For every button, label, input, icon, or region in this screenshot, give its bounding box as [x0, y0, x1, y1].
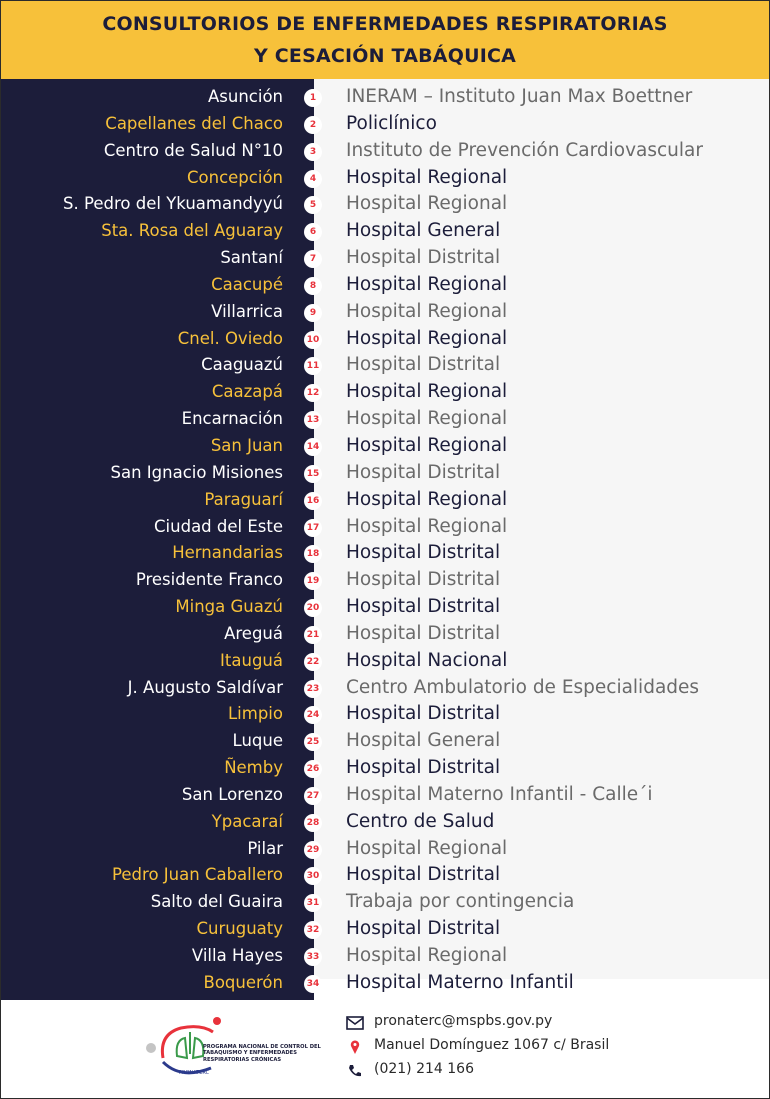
list-item: [1, 461, 769, 488]
list-item: [1, 676, 769, 703]
list-item: [1, 327, 769, 354]
email-link[interactable]: pronaterc@mspbs.gov.py: [374, 1013, 553, 1029]
city-name: Boquerón: [203, 972, 283, 992]
number-badge: 21: [304, 626, 322, 644]
city-name: Asunción: [207, 87, 283, 106]
city-name: Itauguá: [220, 650, 283, 670]
list-item: [1, 568, 769, 595]
number-badge: 29: [304, 841, 322, 859]
institution-name: Hospital General: [346, 730, 501, 752]
list-item: [1, 783, 769, 810]
city-name: Santaní: [220, 248, 283, 268]
institution-name: Centro de Salud: [346, 810, 495, 832]
city-name: Caaguazú: [201, 355, 283, 375]
city-name: Pedro Juan Caballero: [112, 865, 283, 885]
number-badge: 4: [304, 170, 322, 188]
institution-name: Hospital Regional: [346, 488, 508, 510]
city-name: Villarrica: [211, 301, 283, 321]
number-badge: 19: [304, 572, 322, 590]
institution-name: Hospital Regional: [346, 434, 508, 456]
city-name: Luque: [232, 731, 283, 751]
city-name: Minga Guazú: [175, 597, 283, 617]
list-item: [1, 353, 769, 380]
number-badge: 15: [304, 465, 322, 483]
number-badge: 30: [304, 867, 322, 885]
list-item: [1, 488, 769, 515]
list-item: [1, 273, 769, 300]
number-badge: 5: [304, 196, 322, 214]
institution-name: Hospital Regional: [346, 327, 508, 349]
number-badge: 3: [304, 143, 322, 161]
city-name: Capellanes del Chaco: [105, 113, 283, 133]
list-item: [1, 917, 769, 944]
institution-name: Hospital General: [346, 220, 501, 242]
number-badge: 17: [304, 519, 322, 537]
list-item: [1, 112, 769, 139]
list-item: [1, 515, 769, 542]
list-item: [1, 541, 769, 568]
institution-name: Hospital Distrital: [346, 354, 501, 376]
address-text: Manuel Domínguez 1067 c/ Brasil: [374, 1037, 610, 1053]
institution-name: Hospital Regional: [346, 381, 508, 403]
institution-name: Hospital Materno Infantil - Calle´i: [346, 783, 653, 805]
number-badge: 2: [304, 116, 322, 134]
list-item: [1, 192, 769, 219]
city-name: Pilar: [247, 838, 283, 858]
institution-name: Hospital Nacional: [346, 649, 508, 671]
city-name: San Juan: [210, 435, 283, 455]
city-name: J. Augusto Saldívar: [127, 677, 283, 697]
institution-name: Hospital Distrital: [346, 596, 501, 618]
city-name: Sta. Rosa del Aguaray: [101, 221, 283, 241]
number-badge: 14: [304, 438, 322, 456]
institution-name: Hospital Distrital: [346, 757, 501, 779]
list-item: [1, 380, 769, 407]
list-item: [1, 622, 769, 649]
institution-name: Instituto de Prevención Cardiovascular: [346, 139, 703, 161]
number-badge: 11: [304, 357, 322, 375]
city-name: Paraguarí: [204, 489, 283, 509]
number-badge: 16: [304, 492, 322, 510]
list-item: [1, 139, 769, 166]
list-item: [1, 756, 769, 783]
city-name: Hernandarias: [172, 543, 283, 563]
list-item: [1, 166, 769, 193]
list-item: [1, 407, 769, 434]
institution-name: Hospital Distrital: [346, 461, 501, 483]
logo-program-name: PROGRAMA NACIONAL DE CONTROL DEL TABAQUISMO Y ENFERMEDADES RESPIRATORIAS CRÓNICAS: [203, 1044, 321, 1063]
city-name: Caacupé: [211, 274, 283, 294]
number-badge: 12: [304, 384, 322, 402]
city-name: Ypacaraí: [211, 811, 283, 831]
city-name: San Ignacio Misiones: [110, 462, 283, 482]
institution-name: INERAM – Instituto Juan Max Boettner: [346, 86, 693, 107]
number-badge: 27: [304, 787, 322, 805]
institution-name: Hospital Distrital: [346, 569, 501, 591]
number-badge: 10: [304, 331, 322, 349]
phone-icon: [346, 1063, 364, 1079]
number-badge: 23: [304, 680, 322, 698]
number-badge: 18: [304, 545, 322, 563]
number-badge: 6: [304, 223, 322, 241]
number-badge: 24: [304, 706, 322, 724]
institution-name: Hospital Distrital: [346, 918, 501, 940]
city-name: Presidente Franco: [135, 570, 283, 590]
city-name: Ciudad del Este: [154, 516, 283, 536]
envelope-icon: [346, 1015, 364, 1031]
institution-name: Trabaja por contingencia: [346, 891, 575, 913]
list-item: [1, 300, 769, 327]
institution-name: Centro Ambulatorio de Especialidades: [346, 676, 700, 698]
city-name: Ñemby: [224, 758, 283, 778]
number-badge: 9: [304, 304, 322, 322]
institution-name: Hospital Distrital: [346, 622, 501, 644]
institution-name: Hospital Regional: [346, 193, 508, 215]
city-name: Concepción: [187, 167, 283, 187]
list-item: [1, 810, 769, 837]
institution-name: Hospital Regional: [346, 273, 508, 295]
number-badge: 20: [304, 599, 322, 617]
number-badge: 1: [304, 89, 322, 107]
number-badge: 13: [304, 411, 322, 429]
institution-name: Hospital Regional: [346, 408, 508, 430]
city-name: Villa Hayes: [191, 946, 283, 965]
city-name: Centro de Salud N°10: [103, 140, 283, 160]
list-item: [1, 863, 769, 890]
city-name: Caazapá: [211, 382, 283, 402]
institution-name: Hospital Regional: [346, 837, 508, 859]
list-item: [1, 944, 769, 971]
institution-name: Hospital Regional: [346, 945, 508, 966]
city-name: Areguá: [224, 623, 283, 643]
title-banner: [1, 1, 769, 79]
number-badge: 25: [304, 733, 322, 751]
number-badge: 33: [304, 948, 322, 966]
city-name: San Lorenzo: [181, 784, 283, 804]
list-item: [1, 890, 769, 917]
list-item: [1, 85, 769, 112]
city-name: Encarnación: [181, 409, 283, 429]
institution-name: Hospital Regional: [346, 300, 508, 322]
list-item: [1, 595, 769, 622]
lungs-logo-icon: [141, 1014, 321, 1084]
phone-text[interactable]: (021) 214 166: [374, 1061, 474, 1077]
footer: [1, 1000, 769, 1098]
list-item: [1, 434, 769, 461]
map-pin-icon: [346, 1039, 364, 1055]
list-item: [1, 219, 769, 246]
institution-name: Hospital Distrital: [346, 247, 501, 269]
institution-name: Hospital Materno Infantil: [346, 971, 574, 993]
title-line-2: Y CESACIÓN TABÁQUICA: [253, 45, 517, 67]
number-badge: 34: [304, 975, 322, 993]
city-name: Salto del Guaira: [150, 892, 283, 912]
institution-name: Hospital Distrital: [346, 542, 501, 564]
city-name: Curuguaty: [196, 919, 283, 939]
list-item: [1, 729, 769, 756]
institution-name: Hospital Regional: [346, 515, 508, 537]
city-name: Limpio: [227, 704, 283, 724]
institution-name: Policlínico: [346, 112, 437, 134]
number-badge: 26: [304, 760, 322, 778]
number-badge: 28: [304, 814, 322, 832]
institution-name: Hospital Distrital: [346, 703, 501, 725]
list-item: [1, 837, 769, 864]
list-item: [1, 971, 769, 998]
list-item: [1, 702, 769, 729]
number-badge: 22: [304, 653, 322, 671]
list-item: [1, 246, 769, 273]
list-item: [1, 649, 769, 676]
city-name: Cnel. Oviedo: [177, 328, 283, 348]
city-name: S. Pedro del Ykuamandyyú: [63, 194, 283, 214]
title-line-1: CONSULTORIOS DE ENFERMEDADES RESPIRATORIAS: [102, 13, 668, 35]
clinic-list: [1, 85, 769, 998]
logo-badge-text: PRONATERC: [179, 1070, 210, 1076]
institution-name: Hospital Distrital: [346, 864, 501, 886]
number-badge: 7: [304, 250, 322, 268]
number-badge: 32: [304, 921, 322, 939]
number-badge: 31: [304, 894, 322, 912]
institution-name: Hospital Regional: [346, 166, 508, 188]
number-badge: 8: [304, 277, 322, 295]
